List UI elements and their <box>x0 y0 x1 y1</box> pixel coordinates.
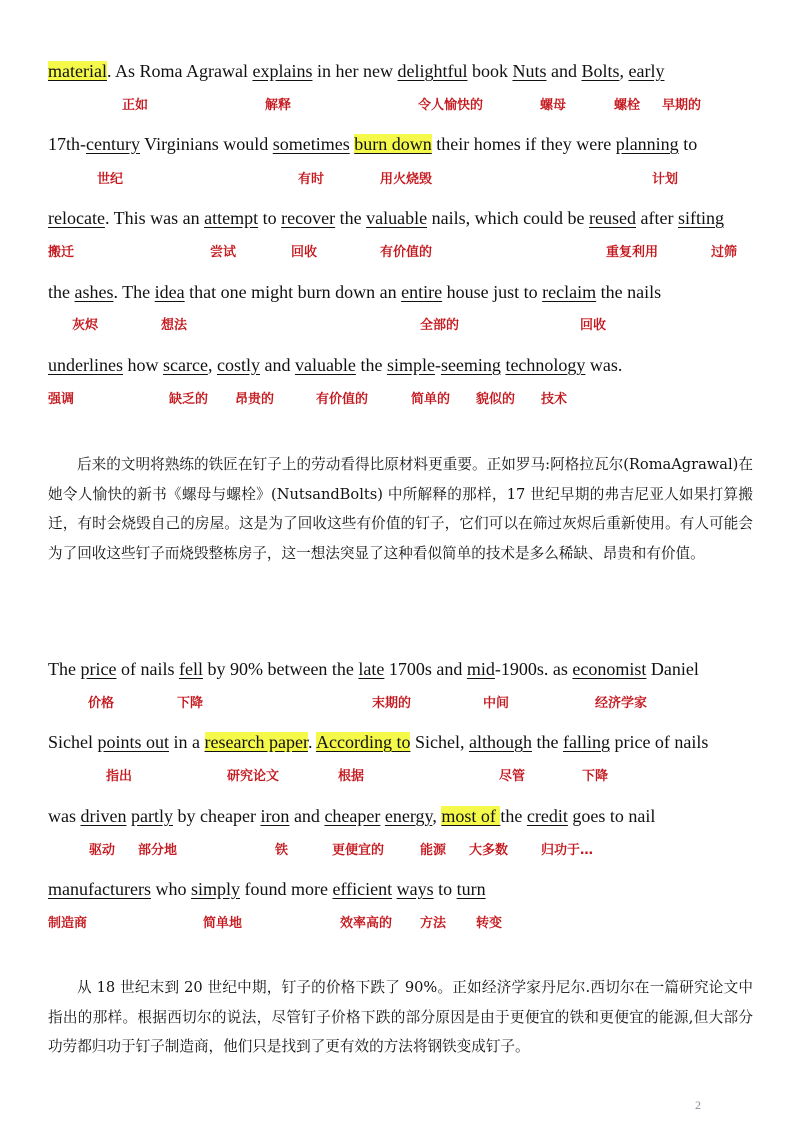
text-segment: to <box>433 879 457 899</box>
text-segment: who <box>150 879 191 899</box>
text-segment: nails, which could be <box>427 208 590 228</box>
text-segment: to <box>678 134 698 154</box>
gloss-word: 螺母 <box>540 98 567 113</box>
text-segment: the <box>335 208 367 228</box>
gloss-word: 过筛 <box>711 245 738 260</box>
text-segment: Sichel, <box>410 732 469 752</box>
text-segment: by cheaper <box>172 806 261 826</box>
text-segment: the <box>531 732 563 752</box>
text-segment: The <box>48 659 81 679</box>
text-segment: Daniel <box>646 659 699 679</box>
gloss-word: 用火烧毁 <box>380 172 433 187</box>
gloss-word: 末期的 <box>372 696 412 711</box>
gloss-word: 中间 <box>483 696 510 711</box>
vocab-word: recover <box>281 208 336 228</box>
gloss-word: 螺栓 <box>614 98 641 113</box>
vocab-word: technology <box>505 355 586 375</box>
highlighted-vocab-word: research paper <box>204 732 308 752</box>
gloss-word: 缺乏的 <box>169 392 209 407</box>
gloss-word: 方法 <box>420 916 447 931</box>
gloss-word: 令人愉快的 <box>418 98 484 113</box>
text-segment: after <box>636 208 678 228</box>
vocab-word: relocate <box>48 208 105 228</box>
vocab-word: costly <box>216 355 260 375</box>
vocab-word: efficient <box>332 879 393 899</box>
gloss-word: 简单的 <box>411 392 451 407</box>
gloss-word: 价格 <box>88 696 115 711</box>
vocab-word: points out <box>97 732 170 752</box>
vocab-word: iron <box>260 806 290 826</box>
gloss-word: 部分地 <box>138 843 178 858</box>
text-segment: the nails <box>596 282 662 302</box>
text-segment: that one might burn down an <box>184 282 402 302</box>
text-segment: and <box>546 61 582 81</box>
english-line <box>48 804 655 828</box>
text-segment: price of nails <box>609 732 709 752</box>
vocab-word: fell <box>178 659 203 679</box>
gloss-word: 能源 <box>420 843 447 858</box>
text-segment: in a <box>169 732 205 752</box>
chinese-translation: 后来的文明将熟练的铁匠在钉子上的劳动看得比原材料更重要。正如罗马:阿格拉瓦尔(RomaAgrawal)在她令人愉快的新书《螺母与螺栓》(NutsandBolts) 中所解释的那样，17 世纪早期的弗吉尼亚人如果打算搬迁，有时会烧毁自己的房屋。这是为了回收这些有价值的钉子，它们可以在筛过灰烬后重新使用。有人可能会为了回收这些钉子而烧毁整栋房子，这一想法突显了这种看似简单的技术是多么稀缺、昂贵和有价值。 <box>48 456 753 562</box>
text-segment: of nails <box>116 659 179 679</box>
gloss-word: 有时 <box>298 172 325 187</box>
english-line <box>48 132 697 156</box>
text-segment: , <box>207 355 217 375</box>
vocab-word: ashes <box>74 282 114 302</box>
gloss-word: 根据 <box>338 769 365 784</box>
text-segment: . The <box>113 282 155 302</box>
vocab-word: delightful <box>397 61 468 81</box>
gloss-word: 铁 <box>275 843 289 858</box>
text-segment: , <box>432 806 442 826</box>
text-segment: -1900s. as <box>494 659 573 679</box>
gloss-word: 技术 <box>541 392 568 407</box>
vocab-word: economist <box>572 659 647 679</box>
text-segment: was <box>48 806 81 826</box>
vocab-word: sometimes <box>272 134 350 154</box>
text-segment: book <box>467 61 513 81</box>
vocab-word: credit <box>526 806 568 826</box>
vocab-word: sifting <box>678 208 725 228</box>
english-line <box>48 657 699 681</box>
text-segment: 1700s and <box>384 659 467 679</box>
text-segment: house just to <box>442 282 543 302</box>
vocab-word: cheaper <box>324 806 381 826</box>
gloss-word: 回收 <box>580 318 607 333</box>
vocab-word: Bolts <box>581 61 620 81</box>
text-segment: , <box>619 61 629 81</box>
vocab-word: falling <box>562 732 610 752</box>
gloss-word: 灰烬 <box>72 318 99 333</box>
gloss-word: 下降 <box>582 769 609 784</box>
text-segment: goes to nail <box>567 806 656 826</box>
highlighted-vocab-word: most of <box>441 806 501 826</box>
text-segment: Sichel <box>48 732 98 752</box>
text-segment: the <box>48 282 75 302</box>
vocab-word: valuable <box>366 208 428 228</box>
vocab-word: ways <box>396 879 434 899</box>
highlighted-vocab-word: According to <box>315 732 411 752</box>
gloss-word: 计划 <box>652 172 679 187</box>
gloss-word: 归功于… <box>541 843 594 858</box>
vocab-word: explains <box>252 61 313 81</box>
vocab-word: late <box>358 659 385 679</box>
vocab-word: mid <box>466 659 495 679</box>
vocab-word: underlines <box>48 355 123 375</box>
gloss-word: 大多数 <box>469 843 509 858</box>
text-segment: and <box>259 355 295 375</box>
text-segment: their homes if they were <box>431 134 616 154</box>
gloss-word: 简单地 <box>203 916 243 931</box>
gloss-word: 世纪 <box>97 172 124 187</box>
english-line <box>48 59 664 83</box>
text-segment: and <box>289 806 325 826</box>
gloss-word: 驱动 <box>89 843 116 858</box>
gloss-word: 尽管 <box>499 769 526 784</box>
vocab-word: entire <box>401 282 443 302</box>
gloss-word: 转变 <box>476 916 503 931</box>
gloss-word: 重复利用 <box>606 245 659 260</box>
highlighted-vocab-word: material <box>48 61 107 81</box>
vocab-word: partly <box>130 806 173 826</box>
gloss-word: 回收 <box>291 245 318 260</box>
text-segment: . <box>307 732 316 752</box>
gloss-word: 貌似的 <box>476 392 516 407</box>
gloss-word: 制造商 <box>48 916 88 931</box>
chinese-translation: 从 18 世纪末到 20 世纪中期，钉子的价格下跌了 90%。正如经济学家丹尼尔.西切尔在一篇研究论文中指出的那样。根据西切尔的说法，尽管钉子价格下跌的部分原因是由于更便宜的铁和更便宜的能源,但大部分功劳都归功于钉子制造商，他们只是找到了更有效的方法将钢铁变成钉子。 <box>48 979 753 1055</box>
gloss-word: 搬迁 <box>48 245 75 260</box>
text-segment: . As Roma Agrawal <box>106 61 253 81</box>
vocab-word: turn <box>456 879 486 899</box>
gloss-word: 尝试 <box>210 245 237 260</box>
text-segment: Virginians would <box>139 134 273 154</box>
vocab-word: century <box>86 134 140 154</box>
vocab-word: idea <box>154 282 185 302</box>
gloss-word: 研究论文 <box>227 769 280 784</box>
text-segment: the <box>355 355 387 375</box>
gloss-word: 更便宜的 <box>332 843 385 858</box>
vocab-word: simple <box>386 355 435 375</box>
gloss-word: 解释 <box>265 98 292 113</box>
gloss-word: 正如 <box>122 98 149 113</box>
text-segment: how <box>122 355 163 375</box>
gloss-word: 经济学家 <box>595 696 648 711</box>
vocab-word: manufacturers <box>48 879 151 899</box>
english-line <box>48 877 486 901</box>
gloss-word: 下降 <box>177 696 204 711</box>
vocab-word: energy <box>384 806 433 826</box>
gloss-word: 早期的 <box>662 98 702 113</box>
text-segment: the <box>500 806 527 826</box>
vocab-word: reused <box>589 208 637 228</box>
text-segment: was. <box>585 355 623 375</box>
gloss-word: 全部的 <box>420 318 460 333</box>
gloss-word: 有价值的 <box>380 245 433 260</box>
english-line <box>48 206 724 230</box>
english-line <box>48 280 661 304</box>
text-segment: by 90% between the <box>202 659 359 679</box>
text-segment: . This was an <box>104 208 205 228</box>
vocab-word: planning <box>615 134 679 154</box>
text-segment: 17th- <box>48 134 86 154</box>
gloss-word: 强调 <box>48 392 75 407</box>
page-number: 2 <box>695 1098 701 1112</box>
vocab-word: Nuts <box>512 61 547 81</box>
gloss-word: 想法 <box>161 318 188 333</box>
gloss-word: 效率高的 <box>340 916 393 931</box>
text-segment: to <box>258 208 282 228</box>
vocab-word: seeming <box>440 355 501 375</box>
vocab-word: scarce <box>162 355 208 375</box>
highlighted-vocab-word: burn down <box>354 134 432 154</box>
english-line <box>48 730 708 754</box>
vocab-word: price <box>80 659 117 679</box>
vocab-word: although <box>468 732 532 752</box>
gloss-word: 有价值的 <box>316 392 369 407</box>
vocab-word: early <box>628 61 665 81</box>
english-line <box>48 353 622 377</box>
vocab-word: valuable <box>294 355 356 375</box>
text-segment: found more <box>239 879 333 899</box>
text-segment: in her new <box>312 61 398 81</box>
vocab-word: driven <box>80 806 127 826</box>
vocab-word: reclaim <box>542 282 597 302</box>
gloss-word: 昂贵的 <box>235 392 275 407</box>
gloss-word: 指出 <box>106 769 133 784</box>
vocab-word: simply <box>190 879 240 899</box>
vocab-word: attempt <box>204 208 259 228</box>
text-segment: - <box>434 355 441 375</box>
